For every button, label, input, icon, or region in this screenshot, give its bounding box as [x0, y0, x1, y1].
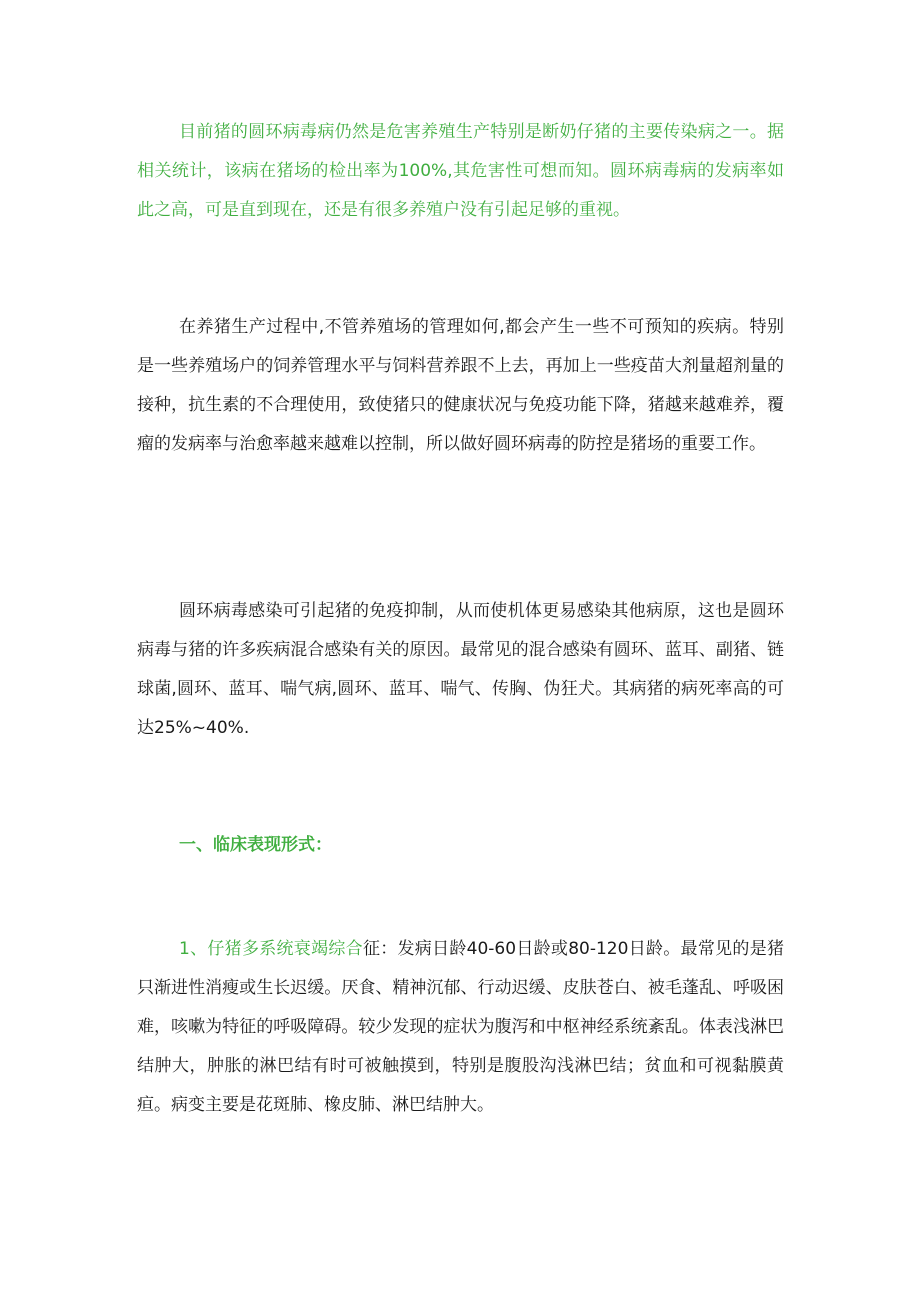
pmws-paragraph [137, 930, 784, 1125]
pmws-body-text: 征：发病日龄40-60日龄或80-120日龄。最常见的是猪只渐进性消瘦或生长迟缓。厌食、精神沉郁、行动迟缓、皮肤苍白、被毛蓬乱、呼吸困难，咳嗽为特征的呼吸障碍。较少发现的症状为腹泻和中枢神经系统紊乱。体表浅淋巴结肿大，肿胀的淋巴结有时可被触摸到，特别是腹股沟浅淋巴结；贫血和可视黏膜黄疸。病变主要是花斑肺、橡皮肺、淋巴结肿大。 [137, 939, 784, 1115]
section-heading-clinical: 一、临床表现形式： [179, 835, 332, 855]
pmws-lead-text: 1、仔猪多系统衰竭综合 [179, 939, 363, 959]
intro-paragraph: 目前猪的圆环病毒病仍然是危害养殖生产特别是断奶仔猪的主要传染病之一。据相关统计，该病在猪场的检出率为100%,其危害性可想而知。圆环病毒病的发病率如此之高，可是直到现在，还是有很多养殖户没有引起足够的重视。 [137, 122, 784, 220]
production-paragraph: 在养猪生产过程中,不管养殖场的管理如何,都会产生一些不可预知的疾病。特别是一些养殖场户的饲养管理水平与饲料营养跟不上去，再加上一些疫苗大剂量超剂量的接种，抗生素的不合理使用，致使猪只的健康状况与免疫功能下降，猪越来越难养，覆瘤的发病率与治愈率越来越难以控制，所以做好圆环病毒的防控是猪场的重要工作。 [137, 317, 784, 454]
co-infection-paragraph: 圆环病毒感染可引起猪的免疫抑制，从而使机体更易感染其他病原，这也是圆环病毒与猪的许多疾病混合感染有关的原因。最常见的混合感染有圆环、蓝耳、副猪、链球菌,圆环、蓝耳、喘气病,圆环、蓝耳、喘气、传胸、伪狂犬。其病猪的病死率高的可达25%~40%. [137, 601, 784, 738]
